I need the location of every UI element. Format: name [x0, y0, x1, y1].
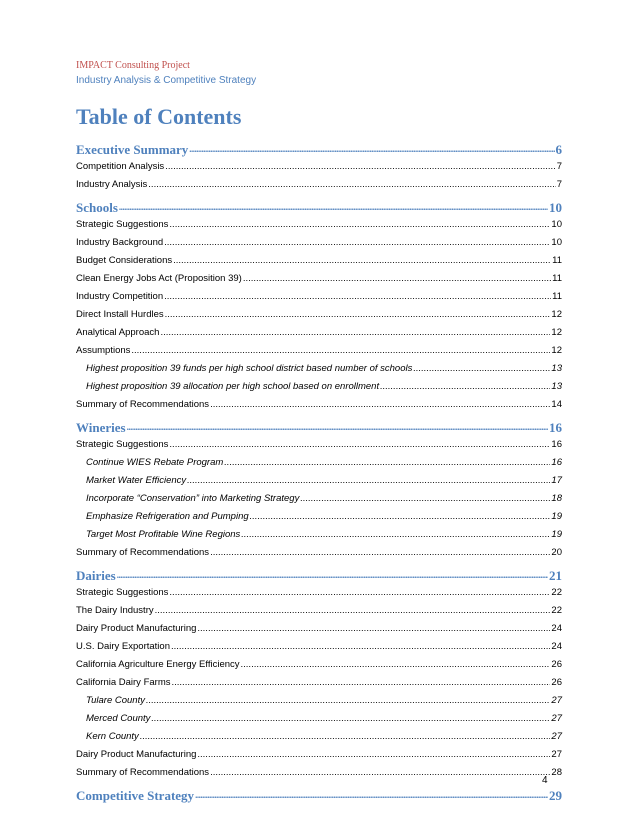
toc-entry-label: Competition Analysis: [76, 161, 165, 172]
dot-leader: [210, 396, 550, 414]
toc-entry-label: Competitive Strategy: [76, 788, 195, 803]
toc-entry[interactable]: [76, 602, 562, 620]
dot-leader: [172, 674, 551, 692]
toc-entry-label: Highest proposition 39 funds per high school district based number of schools: [86, 363, 413, 374]
dot-leader: [243, 270, 551, 288]
toc-entry[interactable]: [76, 234, 562, 252]
toc-entry[interactable]: [76, 216, 562, 234]
dot-leader: [169, 216, 550, 234]
toc-entry-page: 27: [551, 731, 562, 742]
dot-leader: [173, 252, 551, 270]
toc-entry-label: Analytical Approach: [76, 327, 160, 338]
toc-entry[interactable]: [76, 526, 562, 544]
toc-entry[interactable]: [76, 728, 562, 746]
toc-entry-label: Dairies: [76, 568, 116, 583]
dot-leader: [195, 787, 548, 804]
toc-entry-page: 12: [551, 327, 562, 338]
dot-leader: [380, 378, 550, 396]
toc-entry[interactable]: [76, 567, 562, 584]
toc-entry-page: 24: [551, 641, 562, 652]
toc-entry-page: 17: [551, 475, 562, 486]
toc-entry-label: Summary of Recommendations: [76, 399, 210, 410]
toc-entry-label: Highest proposition 39 allocation per high school based on enrollment: [86, 381, 380, 392]
toc-entry[interactable]: [76, 342, 562, 360]
toc-entry-label: Strategic Suggestions: [76, 587, 169, 598]
toc-entry-page: 28: [551, 767, 562, 778]
toc-entry[interactable]: [76, 288, 562, 306]
dot-leader: [165, 158, 556, 176]
dot-leader: [146, 692, 550, 710]
toc-title: Table of Contents: [76, 104, 242, 129]
dot-leader: [127, 419, 548, 436]
toc-entry[interactable]: [76, 692, 562, 710]
dot-leader: [413, 360, 550, 378]
toc-entry-page: 24: [551, 623, 562, 634]
toc-entry-page: 27: [551, 749, 562, 760]
toc-entry-label: Industry Competition: [76, 291, 164, 302]
dot-leader: [164, 288, 551, 306]
toc-entry[interactable]: [76, 396, 562, 414]
toc-entry-page: 27: [551, 695, 562, 706]
toc-entry[interactable]: [76, 419, 562, 436]
toc-entry-page: 18: [551, 493, 562, 504]
toc-entry-page: 10: [551, 219, 562, 230]
dot-leader: [241, 656, 551, 674]
toc-entry[interactable]: [76, 764, 562, 782]
dot-leader: [155, 602, 551, 620]
toc-entry-label: California Agriculture Energy Efficiency: [76, 659, 240, 670]
toc-entry[interactable]: [76, 378, 562, 396]
toc-entry-label: Executive Summary: [76, 142, 189, 157]
toc-entry-label: Industry Background: [76, 237, 164, 248]
dot-leader: [210, 764, 550, 782]
toc-entry[interactable]: [76, 306, 562, 324]
toc-entry[interactable]: [76, 508, 562, 526]
toc-entry-page: 12: [551, 345, 562, 356]
toc-entry[interactable]: [76, 324, 562, 342]
project-header: IMPACT Consulting Project: [76, 60, 190, 71]
toc-entry-page: 16: [551, 439, 562, 450]
toc-entry-label: Incorporate “Conservation” into Marketing Strategy: [86, 493, 300, 504]
toc-entry-label: Summary of Recommendations: [76, 547, 210, 558]
toc-entry[interactable]: [76, 544, 562, 562]
toc-entry-page: 7: [556, 161, 562, 172]
toc-entry-label: Merced County: [86, 713, 151, 724]
dot-leader: [169, 436, 550, 454]
toc-entry[interactable]: [76, 454, 562, 472]
toc-entry-label: California Dairy Farms: [76, 677, 171, 688]
toc-entry-page: 20: [551, 547, 562, 558]
toc-entry[interactable]: [76, 620, 562, 638]
toc-entry-label: Strategic Suggestions: [76, 219, 169, 230]
toc-entry[interactable]: [76, 746, 562, 764]
toc-entry-label: Strategic Suggestions: [76, 439, 169, 450]
dot-leader: [189, 141, 554, 158]
toc-entry-page: 16: [551, 457, 562, 468]
toc-entry[interactable]: [76, 270, 562, 288]
toc-entry-page: 16: [549, 420, 562, 435]
dot-leader: [197, 620, 550, 638]
toc-entry-page: 21: [549, 568, 562, 583]
toc-entry[interactable]: [76, 360, 562, 378]
toc-entry[interactable]: [76, 176, 562, 194]
toc-entry-label: U.S. Dairy Exportation: [76, 641, 170, 652]
toc-entry-page: 6: [555, 142, 562, 157]
toc-entry-page: 13: [551, 363, 562, 374]
dot-leader: [119, 199, 548, 216]
toc-entry-page: 26: [551, 677, 562, 688]
toc-entry-page: 29: [549, 788, 562, 803]
toc-entry[interactable]: [76, 490, 562, 508]
toc-entry-page: 19: [551, 511, 562, 522]
toc-entry-page: 10: [551, 237, 562, 248]
dot-leader: [224, 454, 550, 472]
toc-entry-page: 10: [549, 200, 562, 215]
dot-leader: [169, 584, 550, 602]
toc-entry[interactable]: [76, 787, 562, 804]
toc-entry-label: Continue WIES Rebate Program: [86, 457, 224, 468]
project-subtitle: Industry Analysis & Competitive Strategy: [76, 75, 257, 86]
toc-entry-page: 11: [552, 255, 562, 266]
toc-entry-label: Dairy Product Manufacturing: [76, 749, 197, 760]
dot-leader: [160, 324, 550, 342]
toc-entry-page: 12: [551, 309, 562, 320]
toc-entry-page: 22: [551, 587, 562, 598]
dot-leader: [187, 472, 550, 490]
toc-entry-page: 11: [552, 291, 562, 302]
toc-entry-label: Target Most Profitable Wine Regions: [86, 529, 241, 540]
dot-leader: [131, 342, 550, 360]
toc-entry[interactable]: [76, 199, 562, 216]
page-number: 4: [542, 775, 548, 786]
toc-entry-label: Summary of Recommendations: [76, 767, 210, 778]
toc-entry-page: 14: [551, 399, 562, 410]
dot-leader: [165, 306, 551, 324]
dot-leader: [210, 544, 550, 562]
toc-entry[interactable]: [76, 638, 562, 656]
toc-entry-page: 7: [556, 179, 562, 190]
toc-entry[interactable]: [76, 656, 562, 674]
dot-leader: [164, 234, 550, 252]
toc-entry-label: Budget Considerations: [76, 255, 173, 266]
dot-leader: [197, 746, 550, 764]
toc-entry[interactable]: [76, 141, 562, 158]
toc-entry[interactable]: [76, 472, 562, 490]
toc-entry-page: 13: [551, 381, 562, 392]
toc-entry[interactable]: [76, 710, 562, 728]
toc-entry[interactable]: [76, 252, 562, 270]
toc-entry-label: Emphasize Refrigeration and Pumping: [86, 511, 249, 522]
dot-leader: [300, 490, 550, 508]
toc-entry[interactable]: [76, 674, 562, 692]
toc-entry-page: 27: [551, 713, 562, 724]
toc-entry-label: Industry Analysis: [76, 179, 148, 190]
toc-entry[interactable]: [76, 436, 562, 454]
toc-entry-label: The Dairy Industry: [76, 605, 154, 616]
toc-entry-page: 26: [551, 659, 562, 670]
toc-entry[interactable]: [76, 158, 562, 176]
toc-entry[interactable]: [76, 584, 562, 602]
dot-leader: [117, 567, 548, 584]
dot-leader: [241, 526, 550, 544]
toc-entry-label: Schools: [76, 200, 118, 215]
toc-entry-label: Tulare County: [86, 695, 145, 706]
toc-entry-page: 22: [551, 605, 562, 616]
toc-entry-label: Clean Energy Jobs Act (Proposition 39): [76, 273, 242, 284]
table-of-contents: [76, 136, 562, 804]
toc-entry-label: Wineries: [76, 420, 126, 435]
dot-leader: [250, 508, 551, 526]
dot-leader: [151, 710, 550, 728]
toc-entry-label: Market Water Efficiency: [86, 475, 187, 486]
toc-entry-label: Kern County: [86, 731, 139, 742]
dot-leader: [140, 728, 551, 746]
toc-entry-page: 11: [552, 273, 562, 284]
toc-entry-page: 19: [551, 529, 562, 540]
dot-leader: [171, 638, 550, 656]
toc-entry-label: Assumptions: [76, 345, 131, 356]
toc-entry-label: Direct Install Hurdles: [76, 309, 164, 320]
dot-leader: [148, 176, 555, 194]
toc-entry-label: Dairy Product Manufacturing: [76, 623, 197, 634]
